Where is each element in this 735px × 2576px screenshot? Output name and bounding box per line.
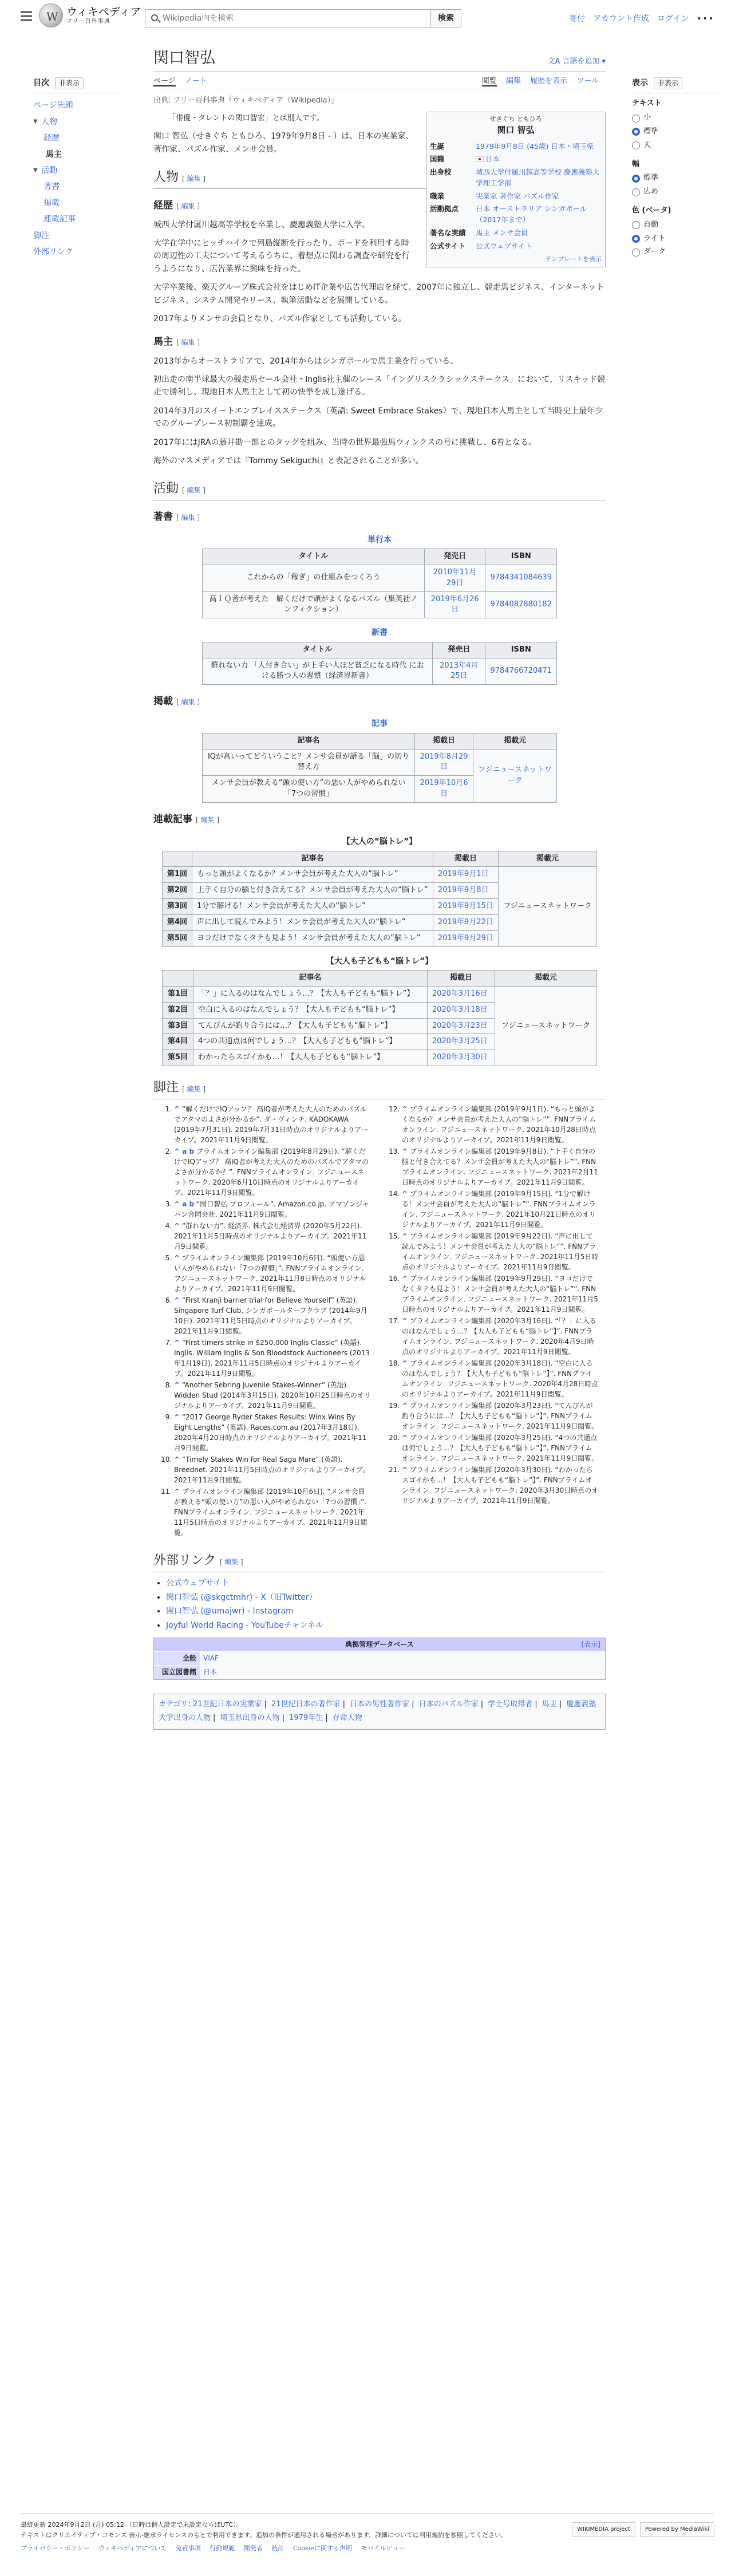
reference-item: 10. ^ “Timely Stakes Win for Real Saga Mare” (英語). Breednet. 2021年11月5日時点のオリジナルよりアーカイブ。2021年11月9日閲覧。 <box>174 1454 371 1485</box>
infobox-row: 生誕 1979年9月8日 (45歳) 日本・埼玉県 <box>430 141 594 151</box>
paragraph: 2017年にはJRAの藤井勘一郎とのタッグを組み、当時の世界最強馬ウィンクスの号に挑戦し、6着となる。 <box>153 437 536 447</box>
reference-item: 13. ^ プライムオンライン編集部 (2019年9月8日). “上手く自分の脳と付き合えてる？メンサ会員が考えた大人の“脳トレ””. FNNプライムオンライン. フジニュースネットワーク. 2021年2月11日時点のオリジナルよりアーカイブ。2021年11月9日閲覧。 <box>402 1146 599 1188</box>
text-size-label: テキスト <box>632 99 662 108</box>
intro-paragraph: 関口 智弘（せきぐち ともひろ、1979年9月8日 - ）は、日本の実業家、著作家、パズル作家、メンサ会員。 <box>153 132 414 154</box>
external-link[interactable]: • 関口智弘 (@umajwr) - Instagram <box>166 1605 606 1618</box>
japan-flag-icon <box>476 156 484 162</box>
category-link[interactable]: 21世紀日本の著作家 <box>271 1699 341 1709</box>
search-placeholder: Wikipedia内を検索 <box>163 13 234 23</box>
text-size-small[interactable]: 小 <box>632 112 718 124</box>
reference-item: 7. ^ “First timers strike in $250,000 Inglis Classic” (英語). Inglis. William Inglis & Son Bloodstock Auctioneers (2013年1月19日). 2021年11月5日時点のオリジナルよりアーカイブ。2021年11月9日閲覧。 <box>174 1338 371 1379</box>
category-link[interactable]: 日本の男性著作家 <box>350 1699 410 1709</box>
last-edited: 最終更新 2024年9月2日 (月) 05:12 （日時は個人設定で未設定ならばUTC）。 <box>21 2521 243 2528</box>
toc-item[interactable]: 脚注 <box>33 231 49 240</box>
books-single-table: タイトル 発売日 ISBN これからの「稼ぎ」の仕組みをつくろう 2010年11月29日 9784341084639 高ＩＱ者が考えた 解くだけで頭がよくなるパズル（集英社ノンフィクション） 2019年6月26日 9784087880182 <box>202 549 557 618</box>
subsection-heading: 馬主 [ 編集 ] <box>153 336 200 348</box>
serial-adult-table: 記事名 掲載日 掲載元 第1回 もっと頭がよくなるか？メンサ会員が考えた大人の“脳トレ” 2019年9月1日 フジニュースネットワーク 第2回 上手く自分の脳と付き合えてる？メンサ会員が考えた大人の“脳トレ” 2019年9月8日 第3回 1分で解ける！メンサ会員が考えた大人の“脳トレ” 2019年9月15日 第4回 声に出して読んでみよう！メンサ会員が考えた大人の“脳トレ” 2019年9月22日 第5回 ヨコだけでなくタテも見よう！メンサ会員が考えた大人の“脳トレ” 2019年9月29日 <box>162 851 597 947</box>
reference-item: 14. ^ プライムオンライン編集部 (2019年9月15日). “1分で解ける！メンサ会員が考えた大人の“脳トレ””. FNNプライムオンライン. フジニュースネットワーク. 2021年10月21日時点のオリジナルよりアーカイブ。2021年11月9日閲覧。 <box>402 1189 599 1230</box>
table-row: 第1回 もっと頭がよくなるか？メンサ会員が考えた大人の“脳トレ” 2019年9月1日 フジニュースネットワーク <box>163 867 597 883</box>
infobox <box>426 112 606 267</box>
reference-item: 18. ^ プライムオンライン編集部 (2020年3月18日). “空白に入るのはなんでしょう？【大人も子どもも“脳トレ”】”. FNNプライムオンライン. フジニュースネットワーク. 2020年4月28日時点のオリジナルよりアーカイブ。2021年11月9日閲覧。 <box>402 1358 599 1399</box>
serial-kids-table: 記事名 掲載日 掲載元 第1回 「？」に入るのはなんでしょう…？【大人も子どもも“脳トレ”】 2020年3月16日 フジニュースネットワーク 第2回 空白に入るのはなんでしょう？【大人も子どもも“脳トレ”】 2020年3月18日 第3回 てんびんが釣り合うには…？【大人も子どもも“脳トレ”】 2020年3月23日 第4回 4つの共通点は何でしょう…？【大人も子どもも“脳トレ”】 2020年3月25日 第5回 わかったらスゴイかも…！【大人も子どもも“脳トレ”】 2020年3月30日 <box>162 970 597 1066</box>
edit-link[interactable]: 編集 <box>187 486 201 495</box>
infobox-row: 出身校 城西大学付属川越高等学校 慶應義塾大学理工学部 <box>430 168 600 187</box>
category-link[interactable]: 1979年生 <box>289 1714 323 1723</box>
search-icon <box>151 14 158 21</box>
reference-item: 2. ^ a b プライムオンライン編集部 (2019年8月29日). “解くだけでIQアップ？ 高IQ者が考えた大人のためのパズルでアタマのよさが分かるか？”. FNNプライムオンライン. フジニュースネットワーク. 2020年6月10日時点のオリジナルよりアーカイブ。2021年11月9日閲覧。 <box>174 1146 371 1198</box>
external-link[interactable]: • 公式ウェブサイト <box>166 1577 606 1589</box>
login-link[interactable]: ログイン <box>657 14 689 23</box>
subsection-heading: 経歴 [ 編集 ] <box>153 200 200 212</box>
toc-item[interactable]: ▼ 活動 <box>33 165 57 175</box>
text-size-large[interactable]: 大 <box>632 140 718 152</box>
category-link[interactable]: 21世紀日本の実業家 <box>193 1699 262 1709</box>
table-row: これからの「稼ぎ」の仕組みをつくろう 2010年11月29日 9784341084639 <box>203 565 557 591</box>
reference-item: 4. ^ “群れない力”. 経済界. 株式会社経済界 (2020年5月22日). 2021年11月5日時点のオリジナルよりアーカイブ。2021年11月9日閲覧。 <box>174 1221 371 1252</box>
reference-item: 15. ^ プライムオンライン編集部 (2019年9月22日). “声に出して読んでみよう！メンサ会員が考えた大人の“脳トレ””. FNNプライムオンライン. フジニュースネットワーク. 2021年11月5日時点のオリジナルよりアーカイブ。2021年11月9日閲覧。 <box>402 1231 599 1272</box>
site-name: ウィキペディア <box>66 6 141 18</box>
paragraph: 2017年よりメンサの会員となり、パズル作家としても活動している。 <box>153 314 406 324</box>
paragraph: 城西大学付属川越高等学校を卒業し、慶應義塾大学に入学。 <box>153 220 370 230</box>
category-link[interactable]: 学士号取得者 <box>488 1699 533 1709</box>
reference-item: 3. ^ a b “関口智弘 プロフィール”. Amazon.co.jp. アマゾンジャパン合同会社. 2021年11月9日閲覧。 <box>174 1199 371 1220</box>
category-link[interactable]: 馬主 <box>542 1699 557 1709</box>
infobox-row: 公式サイト 公式ウェブサイト <box>430 241 532 250</box>
table-row: 第1回 「？」に入るのはなんでしょう…？【大人も子どもも“脳トレ”】 2020年3月16日 フジニュースネットワーク <box>163 986 597 1002</box>
table-row: 第4回 声に出して読んでみよう！メンサ会員が考えた大人の“脳トレ” 2019年9月22日 <box>163 914 597 930</box>
site-header <box>0 0 735 40</box>
books-new-table: タイトル 発売日 ISBN 群れない力 「人付き合い」が上手い人ほど貧乏になる時代 における勝つ人の習慣（経済界新書） 2013年4月25日 9784766720471 <box>202 642 557 685</box>
paragraph: 初出走の南半球最大の競走馬セール会社・Inglis社主催のレース「イングリスクラシックステークス」において、リスキッド競走で勝利し、現地日本人馬主として初の快挙を成し遂げる。 <box>153 374 606 397</box>
toc-item[interactable]: 掲載 <box>44 198 60 208</box>
footer-link[interactable]: 免責事項 <box>175 2545 201 2553</box>
reference-item: 8. ^ “Another Sebring Juvenile Stakes-Winner” (英語). Widden Stud (2014年3月15日). 2020年10月25日時点のオリジナルよりアーカイブ。2021年11月9日閲覧。 <box>174 1380 371 1411</box>
table-caption: 記事 <box>372 719 388 729</box>
color-auto[interactable]: 自動 <box>632 219 718 231</box>
toc-item[interactable]: ページ先頭 <box>33 101 73 111</box>
infobox-name: 関口 智弘 <box>497 125 535 136</box>
footer-link[interactable]: プライバシー・ポリシー <box>21 2545 90 2553</box>
reference-item: 1. ^ “解くだけでIQアップ？ 高IQ者が考えた大人のためのパズルでアタマのよさが分かるか”. ダ・ヴィンチ. KADOKAWA (2019年7月31日). 2019年7月31日時点のオリジナルよりアーカイブ。2021年11月9日閲覧。 <box>174 1104 371 1145</box>
color-light[interactable]: ライト <box>632 233 718 245</box>
edit-link[interactable]: 編集 <box>200 816 215 824</box>
category-links: カテゴリ: 21世紀日本の実業家 | 21世紀日本の著作家 | 日本の男性著作家 | 日本のパズル作家 | 学士号取得者 | 馬主 | 慶應義塾大学出身の人物 | 埼玉県出身の人物 | 1979年生 | 存命人物 <box>153 1694 606 1730</box>
table-row: 第2回 上手く自分の脳と付き合えてる？メンサ会員が考えた大人の“脳トレ” 2019年9月8日 <box>163 883 597 899</box>
search-form <box>145 9 461 27</box>
site-tagline: フリー百科事典 <box>66 18 110 25</box>
footer-link[interactable]: ウィキペディアについて <box>98 2545 167 2553</box>
edit-link[interactable]: 編集 <box>181 698 195 707</box>
mediawiki-badge[interactable]: Powered by MediaWiki <box>640 2522 714 2537</box>
footer-link[interactable]: Cookieに関する声明 <box>293 2545 353 2553</box>
color-dark[interactable]: ダーク <box>632 246 718 258</box>
main-content <box>153 48 606 1730</box>
width-wide[interactable]: 広め <box>632 186 718 198</box>
table-row: メンサ会員が教える“頭の使い方”の悪い人がやめられない「7つの習慣」 2019年10月6日 <box>203 776 557 803</box>
search-button[interactable]: 検索 <box>431 9 461 27</box>
wikimedia-badge[interactable]: WIKIMEDIA project <box>572 2522 635 2537</box>
reference-item: 9. ^ “2017 George Ryder Stakes Results: Winx Wins By Eight Lengths” (英語). Races.com.au (2017年3月18日). 2020年4月20日時点のオリジナルよりアーカイブ。2021年11月9日閲覧。 <box>174 1412 371 1453</box>
table-row: 第3回 てんびんが釣り合うには…？【大人も子どもも“脳トレ”】 2020年3月23日 <box>163 1018 597 1034</box>
toc-item[interactable]: 外部リンク <box>33 247 73 257</box>
subsection-heading: 著書 [ 編集 ] <box>153 511 200 523</box>
toc-title: 目次 <box>33 78 49 88</box>
infobox-kana: せきぐち ともひろ <box>489 115 542 123</box>
subsection-heading: 連載記事 [ 編集 ] <box>153 814 220 825</box>
category-link[interactable]: 存命人物 <box>332 1714 362 1723</box>
language-icon: 文A <box>547 57 560 66</box>
paragraph: 2013年からオーストラリアで、2014年からはシンガポールで馬主業を行っている。 <box>153 356 459 366</box>
footer-link[interactable]: 開発者 <box>243 2545 263 2553</box>
reference-item: 21. ^ プライムオンライン編集部 (2020年3月30日). “わかったらスゴイかも…！【大人も子どもも“脳トレ”】”. FNNプライムオンライン. フジニュースネットワーク. 2020年3月30日時点のオリジナルよりアーカイブ。2021年11月9日閲覧。 <box>402 1465 599 1506</box>
tab-tools[interactable]: ツール <box>576 77 599 86</box>
infobox-row: 活動拠点 日本 オーストラリア シンガポール（2017年まで） <box>430 204 587 224</box>
table-of-contents <box>33 77 119 262</box>
paragraph: 海外のマスメディアでは『Tommy Sekiguchi』と表記されることが多い。 <box>153 456 424 466</box>
tab-edit[interactable]: 編集 <box>505 77 521 86</box>
table-row: 高ＩＱ者が考えた 解くだけで頭がよくなるパズル（集英社ノンフィクション） 2019年6月26日 9784087880182 <box>203 591 557 618</box>
reference-item: 6. ^ “First Kranji barrier trial for Believe Yourself” (英語). Singapore Turf Club. シンガポールターフクラブ (2014年9月10日). 2021年11月5日時点のオリジナルよりアーカイブ。2021年11月9日閲覧。 <box>174 1295 371 1336</box>
edit-link[interactable]: 編集 <box>187 175 201 183</box>
paragraph: 大学卒業後、楽天グループ株式会社をはじめIT企業や広告代理店を経て、2007年に独立し、競走馬ビジネス、インターネットビジネス、システム開発やリース、執筆活動などを展開している。 <box>153 283 604 305</box>
reference-item: 20. ^ プライムオンライン編集部 (2020年3月25日). “4つの共通点は何でしょう…？【大人も子どもも“脳トレ”】”. FNNプライムオンライン. フジニュースネットワーク. 2021年11月9日閲覧。 <box>402 1433 599 1463</box>
reference-item: 11. ^ プライムオンライン編集部 (2019年10月6日). “メンサ会員が教える“頭の使い方”の悪い人がやめられない「7つの習慣」”. FNNプライムオンライン. フジニュースネットワーク. 2021年11月5日時点のオリジナルよりアーカイブ。2021年11月9日閲覧。 <box>174 1486 371 1538</box>
from-note: 出典: フリー百科事典『ウィキペディア（Wikipedia）』 <box>153 96 339 105</box>
chevron-down-icon: ▾ <box>602 57 606 66</box>
tab-page[interactable]: ページ <box>153 77 176 86</box>
authority-toggle[interactable]: [表示] <box>581 1640 600 1649</box>
table-caption: 単行本 <box>368 535 392 545</box>
toc-item[interactable]: ▼ 人物 <box>33 117 57 127</box>
table-caption: 【大人も子どもも“脳トレ”】 <box>326 956 433 966</box>
footer-link[interactable]: モバイルビュー <box>361 2545 405 2553</box>
table-row: 第3回 1分で解ける！メンサ会員が考えた大人の“脳トレ” 2019年9月15日 <box>163 899 597 915</box>
infobox-row: 国籍 日本 <box>430 155 500 164</box>
width-standard[interactable]: 標準 <box>632 172 718 184</box>
toc-item[interactable]: 著書 <box>44 182 60 192</box>
chevron-down-icon[interactable]: ▼ <box>33 118 38 125</box>
external-link[interactable]: • Joyful World Racing - YouTubeチャンネル <box>166 1619 606 1632</box>
page-footer <box>21 2514 714 2554</box>
wikipedia-globe-icon <box>39 3 63 27</box>
search-input[interactable] <box>145 9 431 27</box>
toc-hide-button[interactable]: 非表示 <box>55 77 84 89</box>
table-row: IQが高いってどういうこと？メンサ会員が語る「脳」の切り替え方 2019年8月29日 フジニュースネットワーク <box>203 749 557 776</box>
donate-link[interactable]: 寄付 <box>569 14 586 23</box>
width-label: 幅 <box>632 159 640 168</box>
page-title: 関口智弘 <box>153 49 215 67</box>
reference-item: 16. ^ プライムオンライン編集部 (2019年9月29日). “ヨコだけでなくタテも見よう！メンサ会員が考えた大人の“脳トレ””. FNNプライムオンライン. フジニュースネットワーク. 2021年11月5日時点のオリジナルよりアーカイブ。2021年11月9日閲覧。 <box>402 1273 599 1315</box>
edit-link[interactable]: 編集 <box>181 514 195 522</box>
tab-read[interactable]: 閲覧 <box>481 77 497 86</box>
tab-talk[interactable]: ノート <box>184 77 207 86</box>
footer-link[interactable]: 行動規範 <box>210 2545 235 2553</box>
edit-link[interactable]: 編集 <box>181 338 195 347</box>
table-caption: 【大人の“脳トレ”】 <box>342 837 417 847</box>
appearance-panel <box>632 77 718 265</box>
section-heading: 脚注 [ 編集 ] <box>153 1078 606 1099</box>
category-link[interactable]: 日本のパズル作家 <box>418 1699 479 1709</box>
infobox-row: 職業 実業家 著作家 パズル作家 <box>430 191 559 200</box>
license-text: テキストはクリエイティブ・コモンズ 表示-継承ライセンスのもとで利用できます。追加の条件が適用される場合があります。詳細については利用規約を参照してください。 <box>21 2531 507 2539</box>
text-size-standard[interactable]: 標準 <box>632 126 718 138</box>
toc-item[interactable]: 経歴 <box>44 133 60 143</box>
reference-item: 12. ^ プライムオンライン編集部 (2019年9月1日). “もっと頭がよくなるか？メンサ会員が考えた大人の“脳トレ””. FNNプライムオンライン. フジニュースネットワーク. 2021年10月28日時点のオリジナルよりアーカイブ。2021年11月9日閲覧。 <box>402 1104 599 1145</box>
template-link[interactable]: テンプレートを表示 <box>545 255 602 263</box>
table-row: 第4回 4つの共通点は何でしょう…？【大人も子どもも“脳トレ”】 2020年3月25日 <box>163 1034 597 1050</box>
create-account-link[interactable]: アカウント作成 <box>593 14 649 23</box>
toc-item[interactable]: 馬主 <box>46 149 62 159</box>
user-tools <box>569 13 714 25</box>
footer-link[interactable]: 統計 <box>271 2545 284 2553</box>
authority-control: 典拠管理データベース [表示] 全般 VIAF 国立図書館 日本 <box>153 1638 606 1680</box>
color-label: 色 (ベータ) <box>632 206 671 215</box>
external-link[interactable]: • 関口智弘 (@skgctmhr) - X（旧Twitter） <box>166 1591 606 1604</box>
reference-item: 5. ^ プライムオンライン編集部 (2019年10月6日). “頭使い方悪い人がやめられない「7つの習慣」”. FNNプライムオンライン. フジニュースネットワーク. 2021年11月8日時点のオリジナルよりアーカイブ。2021年11月9日閲覧。 <box>174 1253 371 1294</box>
hatnote: 「俳優・タレントの関口智宏」とは別人です。 <box>168 113 324 123</box>
tab-history[interactable]: 履歴を表示 <box>530 77 568 86</box>
chevron-down-icon[interactable]: ▼ <box>33 167 38 174</box>
table-row: 群れない力 「人付き合い」が上手い人ほど貧乏になる時代 における勝つ人の習慣（経済界新書） 2013年4月25日 9784766720471 <box>203 658 557 685</box>
reference-item: 17. ^ プライムオンライン編集部 (2020年3月16日). “「？」に入るのはなんでしょう…？【大人も子どもも“脳トレ”】”. FNNプライムオンライン. フジニュースネットワーク. 2020年4月9日時点のオリジナルよりアーカイブ。2021年11月9日閲覧。 <box>402 1316 599 1357</box>
references <box>153 1104 606 1539</box>
category-link[interactable]: 慶應義塾大学出身の人物 <box>159 1699 596 1723</box>
appearance-title: 表示 <box>632 78 648 88</box>
external-links-list <box>153 1577 606 1632</box>
section-heading: 外部リンク [ 編集 ] <box>153 1551 606 1572</box>
toc-item[interactable]: 連載記事 <box>44 215 76 224</box>
edit-link[interactable]: 編集 <box>181 202 195 211</box>
main-menu-icon[interactable] <box>21 11 32 21</box>
edit-link[interactable]: 編集 <box>187 1085 201 1094</box>
section-heading: 活動 [ 編集 ] <box>153 479 606 500</box>
add-language-button[interactable]: 文A 言語を追加 ▾ <box>548 56 606 68</box>
table-row: 第5回 わかったらスゴイかも…！【大人も子どもも“脳トレ”】 2020年3月30日 <box>163 1050 597 1066</box>
table-caption: 新書 <box>372 628 388 638</box>
publications-table: 記事名 掲載日 掲載元 IQが高いってどういうこと？メンサ会員が語る「脳」の切り替え方 2019年8月29日 フジニュースネットワーク メンサ会員が教える“頭の使い方”の悪い人がやめられない「7つの習慣」 2019年10月6日 <box>202 733 557 803</box>
appearance-hide-button[interactable]: 非表示 <box>654 77 682 89</box>
reference-item: 19. ^ プライムオンライン編集部 (2020年3月23日). “てんびんが釣り合うには…？【大人も子どもも“脳トレ”】”. FNNプライムオンライン. フジニュースネットワーク. 2021年11月9日閲覧。 <box>402 1401 599 1431</box>
site-logo[interactable] <box>39 3 141 27</box>
edit-link[interactable]: 編集 <box>224 1558 239 1567</box>
paragraph: 2014年3月のスイートエンブレイスステークス（英語: Sweet Embrace Stakes）で、現地日本人馬主として当時史上最年少でのグループレース初制覇を達成。 <box>153 406 603 429</box>
section-heading: 人物 [ 編集 ] <box>153 167 606 189</box>
table-row: 第5回 ヨコだけでなくタテも見よう！メンサ会員が考えた大人の“脳トレ” 2019年9月29日 <box>163 930 597 946</box>
subsection-heading: 掲載 [ 編集 ] <box>153 696 200 708</box>
table-row: 第2回 空白に入るのはなんでしょう？【大人も子どもも“脳トレ”】 2020年3月18日 <box>163 1002 597 1018</box>
more-options-icon[interactable]: ••• <box>697 14 714 23</box>
category-link[interactable]: 埼玉県出身の人物 <box>220 1714 280 1723</box>
infobox-row: 著名な実績 馬主 メンサ会員 <box>430 228 528 237</box>
paragraph: 大学在学中にヒッチハイクで列島縦断を行ったり、ボードを利用する時の周辺性の工夫について考えるうちに、着想点に関わる調査や研究を行うようになり、広告業界に興味を持った。 <box>153 239 410 274</box>
